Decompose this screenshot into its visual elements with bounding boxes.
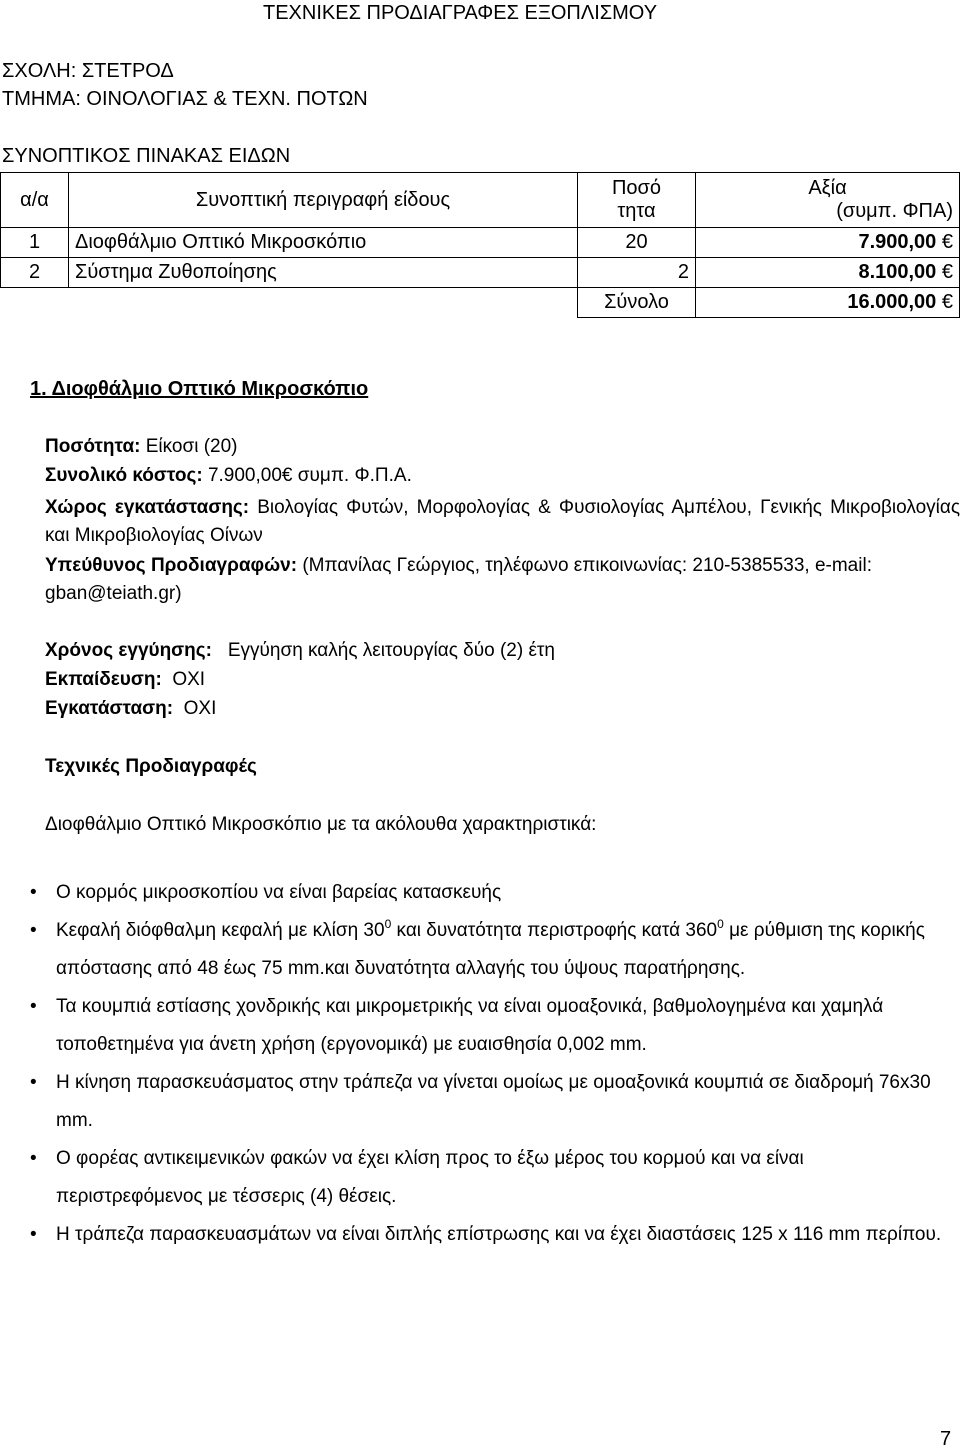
department-line: ΤΜΗΜΑ: ΟΙΝΟΛΟΓΙΑΣ & ΤΕΧΝ. ΠΟΤΩΝ bbox=[2, 88, 368, 110]
list-item bbox=[30, 1064, 950, 1140]
list-item bbox=[30, 1216, 950, 1254]
table-total-row bbox=[1, 288, 960, 318]
summary-table-title: ΣΥΝΟΠΤΙΚΟΣ ΠΙΝΑΚΑΣ ΕΙΔΩΝ bbox=[2, 145, 291, 167]
row-aa: 2 bbox=[1, 258, 69, 288]
header-value bbox=[696, 173, 960, 228]
location-value: Βιολογίας Φυτών, Μορφολογίας & Φυσιολογίας Αμπέλου, Γενικής Μικροβιολογίας και Μικροβιολογίας Οίνων bbox=[45, 497, 960, 546]
cost-label: Συνολικό κόστος: bbox=[45, 465, 203, 486]
degree-sup: 0 bbox=[717, 917, 724, 931]
bullet-icon: • bbox=[30, 1224, 37, 1245]
page-number: 7 bbox=[940, 1428, 952, 1450]
header-quantity bbox=[578, 173, 696, 228]
responsible-label: Υπεύθυνος Προδιαγραφών: bbox=[45, 555, 298, 576]
quantity-value: Είκοσι (20) bbox=[140, 436, 238, 457]
spec-text: Η τράπεζα παρασκευασμάτων να είναι διπλής επίστρωσης και να έχει διαστάσεις 125 x 116 mm περίπου. bbox=[56, 1224, 942, 1245]
row-aa: 1 bbox=[1, 228, 69, 258]
table-row bbox=[1, 228, 960, 258]
euro-symbol: € bbox=[941, 261, 953, 283]
table-header-row bbox=[1, 173, 960, 228]
location-line bbox=[45, 494, 960, 550]
spec-text: με ρύθμιση της κορικής απόστασης από 48 έως 75 mm.και δυνατότητα αλλαγής του ύψους παρατήρησης. bbox=[56, 920, 925, 979]
row-value bbox=[696, 258, 960, 288]
row-description: Διοφθάλμιο Οπτικό Μικροσκόπιο bbox=[69, 228, 578, 258]
cost-line bbox=[45, 465, 960, 487]
item-section-title: 1. Διοφθάλμιο Οπτικό Μικροσκόπιο bbox=[30, 378, 369, 400]
header-value-line2: (συμπ. ΦΠΑ) bbox=[836, 200, 953, 222]
total-label: Σύνολο bbox=[578, 288, 696, 318]
installation-value: ΟΧΙ bbox=[173, 698, 217, 719]
cost-value: 7.900,00€ συμπ. Φ.Π.Α. bbox=[202, 465, 412, 486]
spec-text: Η κίνηση παρασκευάσματος στην τράπεζα να γίνεται ομοίως με ομοαξονικά κουμπιά σε διαδρομή 76x30 mm. bbox=[56, 1072, 931, 1131]
warranty-value: Εγγύηση καλής λειτουργίας δύο (2) έτη bbox=[212, 640, 555, 661]
row-quantity: 20 bbox=[578, 228, 696, 258]
list-item bbox=[30, 874, 950, 912]
warranty-label: Χρόνος εγγύησης: bbox=[45, 640, 212, 661]
bullet-icon: • bbox=[30, 996, 37, 1017]
installation-label: Εγκατάσταση: bbox=[45, 698, 174, 719]
spec-text: Ο κορμός μικροσκοπίου να είναι βαρείας κατασκευής bbox=[56, 882, 502, 903]
row-value-amount: 8.100,00 bbox=[858, 261, 937, 283]
training-label: Εκπαίδευση: bbox=[45, 669, 162, 690]
header-description: Συνοπτική περιγραφή είδους bbox=[69, 173, 578, 228]
list-item bbox=[30, 988, 950, 1064]
bullet-icon: • bbox=[30, 920, 37, 941]
empty-cell bbox=[1, 288, 69, 318]
tech-specs-intro: Διοφθάλμιο Οπτικό Μικροσκόπιο με τα ακόλουθα χαρακτηριστικά: bbox=[45, 814, 597, 835]
spec-text: Τα κουμπιά εστίασης χονδρικής και μικρομετρικής να είναι ομοαξονικά, βαθμολογημένα και χαμηλά τοποθετημένα για άνετη χρήση (εργονομικά) με ευαισθησία 0,002 mm. bbox=[56, 996, 884, 1055]
header-value-line1: Αξία bbox=[808, 177, 847, 199]
row-quantity: 2 bbox=[578, 258, 696, 288]
location-label: Χώρος εγκατάστασης: bbox=[45, 497, 250, 518]
list-item bbox=[30, 912, 950, 988]
header-quantity-line1: Ποσό bbox=[611, 177, 662, 199]
responsible-line bbox=[45, 552, 950, 608]
empty-cell bbox=[69, 288, 578, 318]
header-quantity-line2: τητα bbox=[617, 200, 656, 222]
tech-specs-title: Τεχνικές Προδιαγραφές bbox=[45, 756, 257, 777]
row-description: Σύστημα Ζυθοποίησης bbox=[69, 258, 578, 288]
list-item bbox=[30, 1140, 950, 1216]
quantity-line bbox=[45, 436, 960, 458]
row-value-amount: 7.900,00 bbox=[858, 231, 937, 253]
row-value bbox=[696, 228, 960, 258]
school-line: ΣΧΟΛΗ: ΣΤΕΤΡΟΔ bbox=[2, 60, 174, 82]
document-title: ΤΕΧΝΙΚΕΣ ΠΡΟΔΙΑΓΡΑΦΕΣ ΕΞΟΠΛΙΣΜΟΥ bbox=[263, 2, 658, 24]
responsible-value: (Μπανίλας Γεώργιος, τηλέφωνο επικοινωνίας: 210-5385533, e-mail: gban@teiath.gr) bbox=[45, 555, 872, 604]
table-row bbox=[1, 258, 960, 288]
spec-text: και δυνατότητα περιστροφής κατά 360 bbox=[391, 920, 718, 941]
training-line bbox=[45, 669, 960, 691]
euro-symbol: € bbox=[941, 291, 953, 313]
items-summary-table bbox=[0, 172, 960, 318]
bullet-icon: • bbox=[30, 1072, 37, 1093]
spec-text: Ο φορέας αντικειμενικών φακών να έχει κλίση προς το έξω μέρος του κορμού και να είναι περιστρεφόμενος με τέσσερις (4) θέσεις. bbox=[56, 1148, 804, 1207]
bullet-icon: • bbox=[30, 1148, 37, 1169]
degree-sup: 0 bbox=[384, 917, 392, 931]
euro-symbol: € bbox=[941, 231, 953, 253]
total-value bbox=[696, 288, 960, 318]
bullet-icon: • bbox=[30, 882, 37, 903]
header-aa: α/α bbox=[1, 173, 69, 228]
training-value: ΟΧΙ bbox=[161, 669, 206, 690]
quantity-label: Ποσότητα: bbox=[45, 436, 141, 457]
total-value-amount: 16.000,00 bbox=[847, 291, 937, 313]
warranty-line bbox=[45, 640, 960, 662]
specs-list bbox=[30, 874, 950, 1254]
spec-text: Κεφαλή διόφθαλμη κεφαλή με κλίση 30 bbox=[56, 920, 385, 941]
installation-line bbox=[45, 698, 960, 720]
